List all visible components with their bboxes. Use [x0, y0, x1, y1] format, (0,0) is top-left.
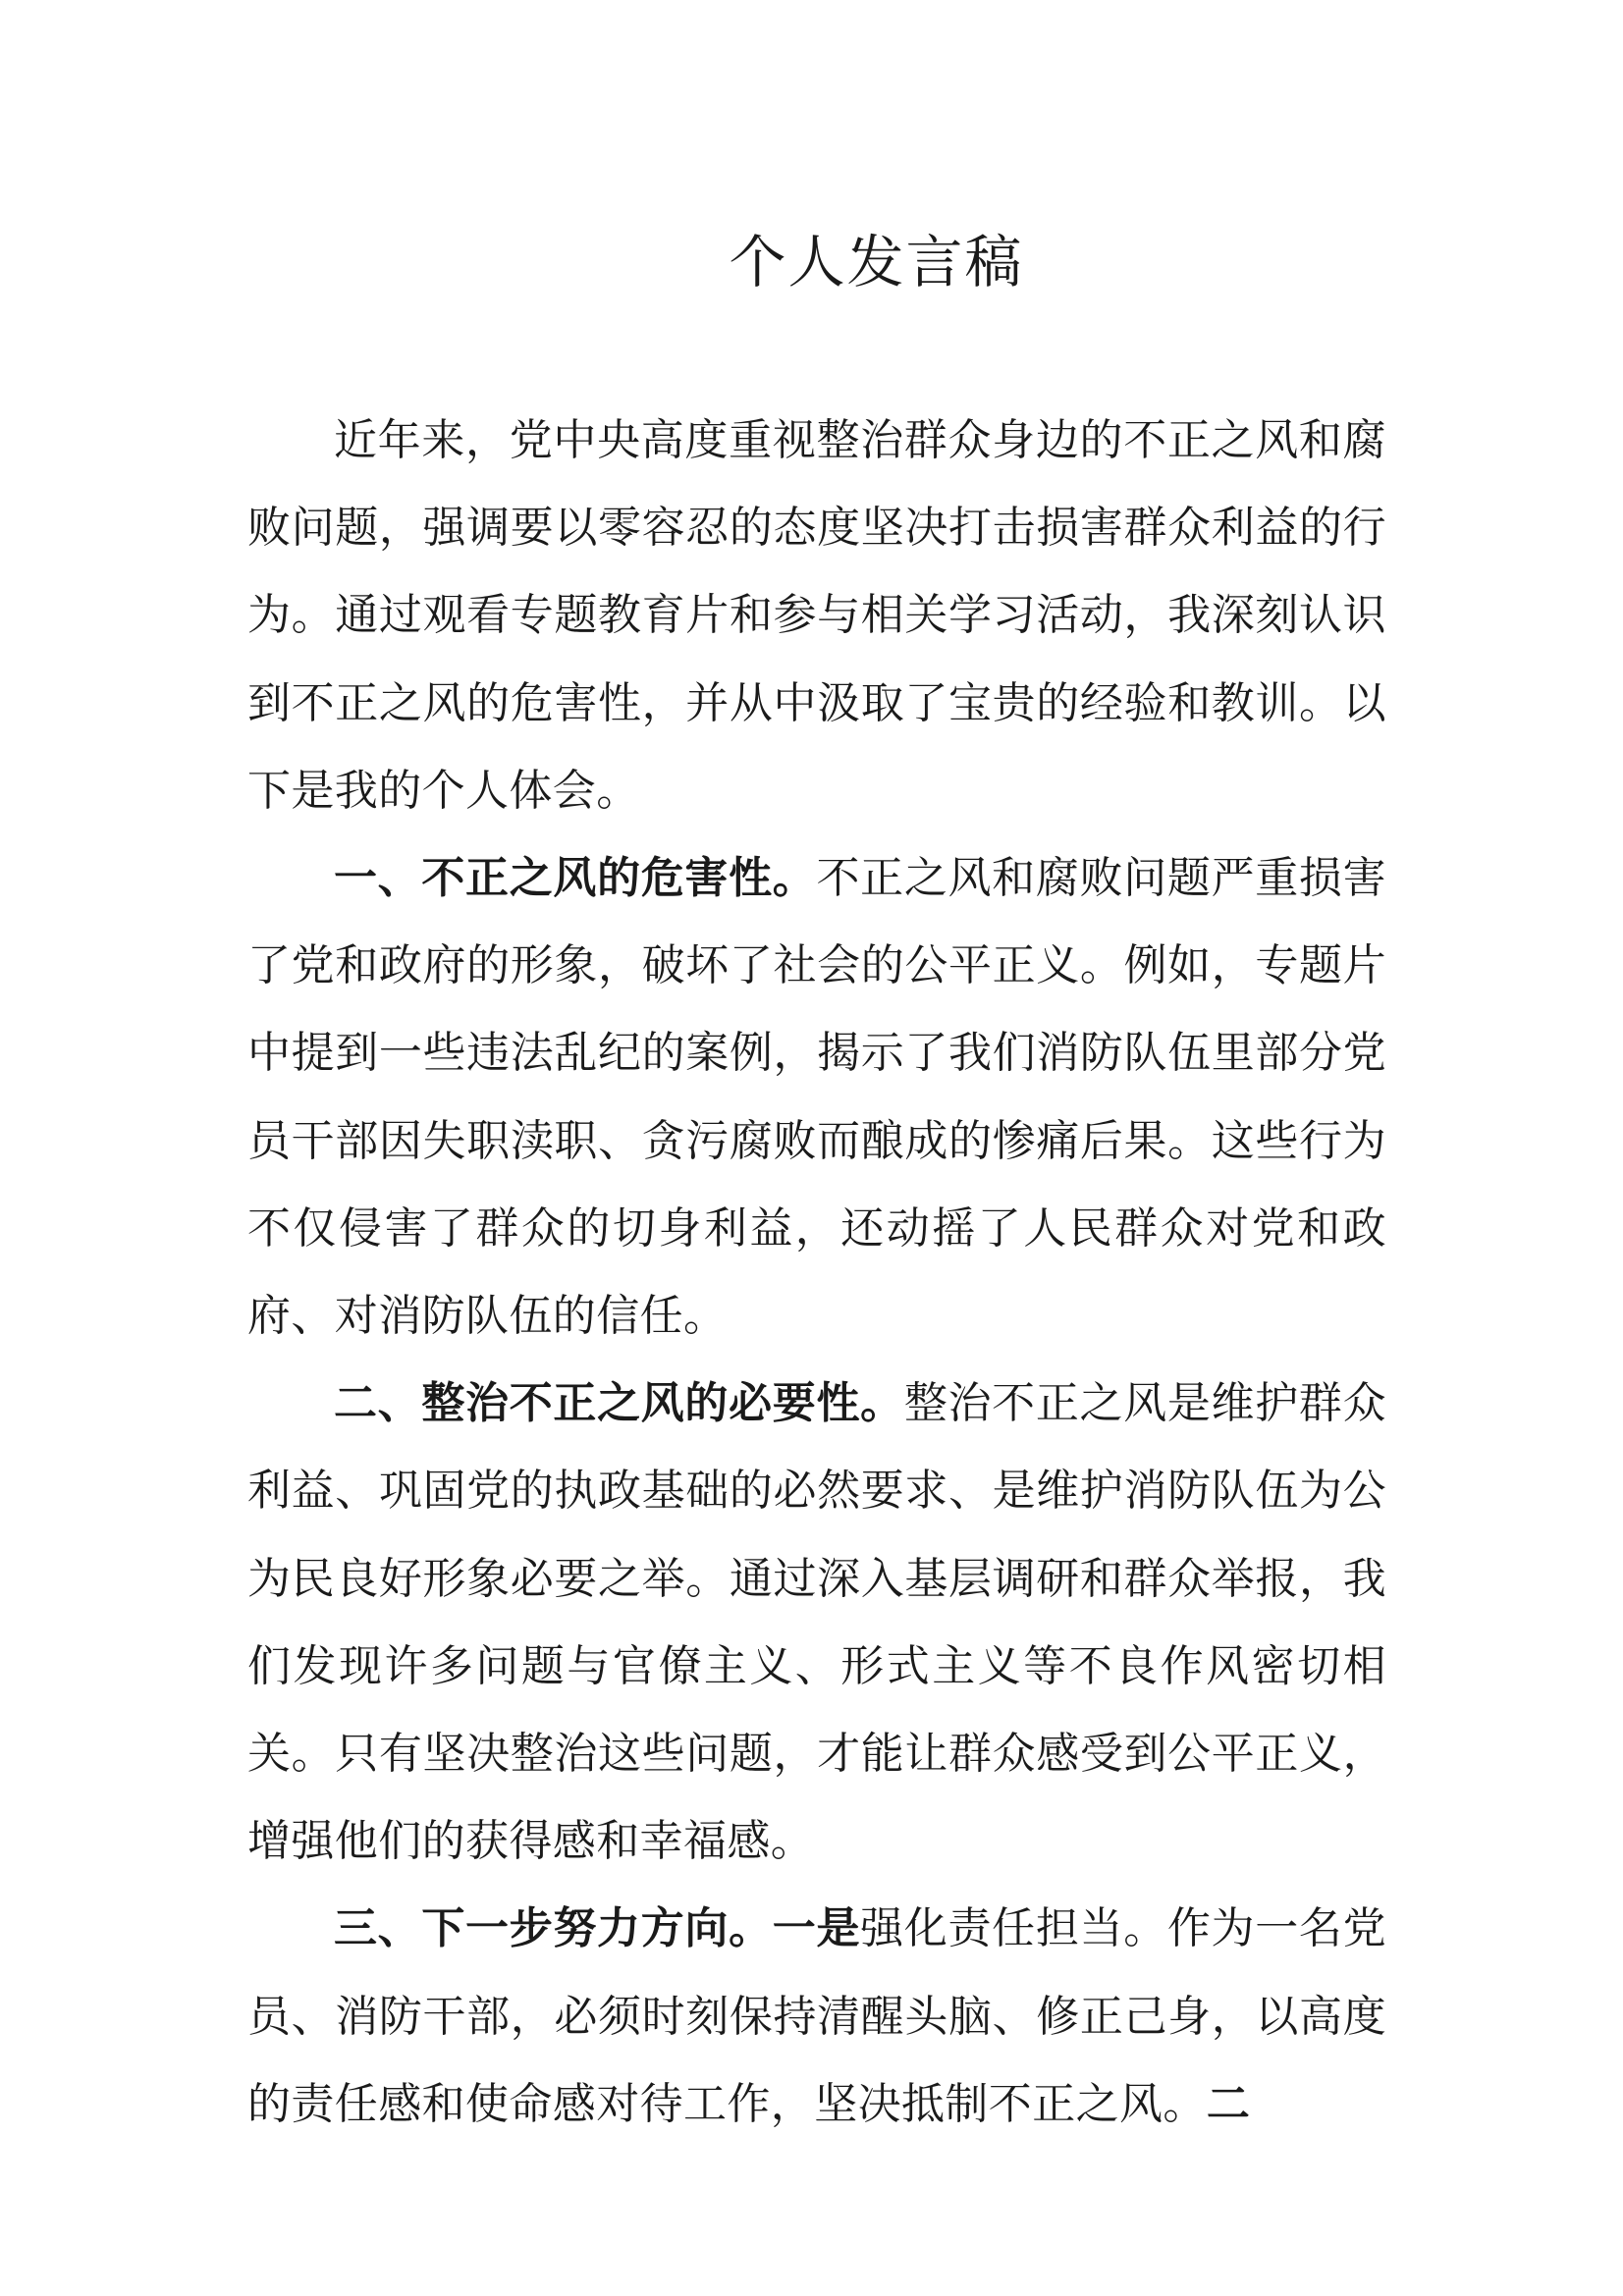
paragraph-section-3 [247, 1885, 1386, 2148]
section-heading: 二、整治不正之风的必要性。 [334, 1378, 904, 1429]
document-body [247, 397, 1386, 2148]
item-marker: 二 [1206, 2078, 1251, 2129]
paragraph-section-2 [247, 1360, 1386, 1885]
section-heading: 一、不正之风的危害性。 [334, 853, 817, 904]
paragraph-intro [247, 397, 1386, 834]
page-title: 个人发言稿 [729, 229, 1024, 295]
paragraph-text: 强化责任担当。作为一名党员、消防干部，必须时刻保持清醒头脑、修正己身，以高度的责任感和使命感对待工作，坚决抵制不正之风。 [247, 1903, 1386, 2129]
paragraph-text: 整治不正之风是维护群众利益、巩固党的执政基础的必然要求、是维护消防队伍为公为民良好形象必要之举。通过深入基层调研和群众举报，我们发现许多问题与官僚主义、形式主义等不良作风密切相关。只有坚决整治这些问题，才能让群众感受到公平正义，增强他们的获得感和幸福感。 [247, 1378, 1386, 1867]
paragraph-text: 近年来，党中央高度重视整治群众身边的不正之风和腐败问题，强调要以零容忍的态度坚决打击损害群众利益的行为。通过观看专题教育片和参与相关学习活动，我深刻认识到不正之风的危害性，并从中汲取了宝贵的经验和教训。以下是我的个人体会。 [247, 415, 1386, 816]
paragraph-text: 不正之风和腐败问题严重损害了党和政府的形象，破坏了社会的公平正义。例如，专题片中提到一些违法乱纪的案例，揭示了我们消防队伍里部分党员干部因失职渎职、贪污腐败而酿成的惨痛后果。这些行为不仅侵害了群众的切身利益，还动摇了人民群众对党和政府、对消防队伍的信任。 [247, 853, 1387, 1342]
section-heading: 三、下一步努力方向。 [334, 1903, 773, 1954]
item-marker: 一是 [772, 1903, 861, 1954]
paragraph-section-1 [247, 834, 1386, 1360]
